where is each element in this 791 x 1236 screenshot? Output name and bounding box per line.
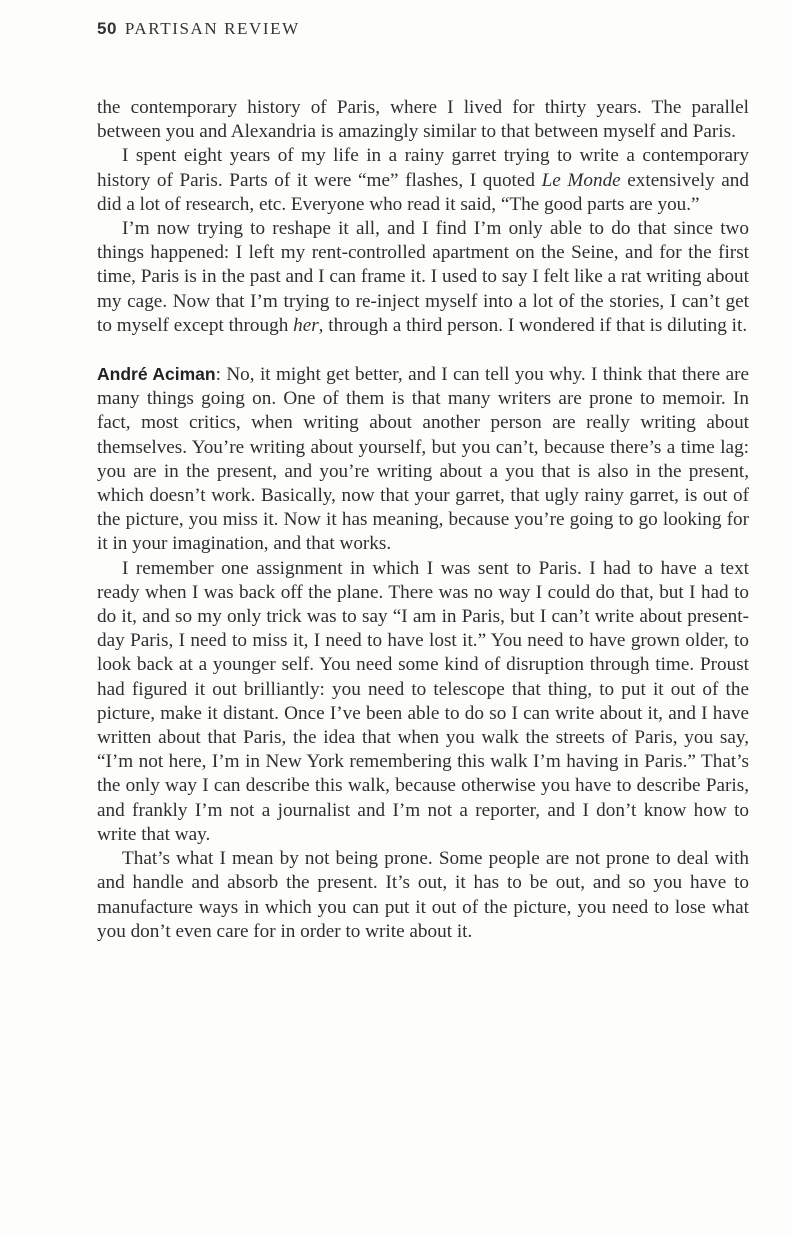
paragraph-4-text: : No, it might get better, and I can tell you why. I think that there are many things going on. One of them is that many writers are prone to memoir. In fact, most critics, when writing about another person are really writing about themselves. You’re writing about yourself, but you can’t, because there’s a time lag: you are in the present, and you’re writing about a you that is also in the present, which doesn’t work. Basically, now that your garret, that ugly rainy garret, is out of the picture, you miss it. Now it has meaning, because you’re going to go looking for it in your imagination, and that works. <box>97 364 749 555</box>
paragraph-3 <box>97 217 749 338</box>
paragraph-3-text-a: I’m now trying to reshape it all, and I find I’m only able to do that since two things happened: I left my rent-controlled apartment on the Seine, and for the first time, Paris is in the past and I can frame it. I used to say I felt like a rat writing about my cage. Now that I’m trying to re-inject myself into a lot of the stories, I can’t get to myself except through <box>97 218 749 336</box>
running-head <box>97 19 300 39</box>
paragraph-5-text: I remember one assignment in which I was sent to Paris. I had to have a text ready when I was back off the plane. There was no way I could do that, but I had to do it, and so my only trick was to say “I am in Paris, but I can’t write about present-day Paris, I need to miss it, I need to have lost it.” You need to have grown older, to look back at a younger self. You need some kind of disruption through time. Proust had figured it out brilliantly: you need to telescope that thing, to put it out of the picture, make it distant. Once I’ve been able to do so I can write about it, and I have written about that Paris, the idea that when you walk the streets of Paris, you say, “I’m not here, I’m in New York remembering this walk I’m having in Paris.” That’s the only way I can describe this walk, because otherwise you have to describe Paris, and frankly I’m not a journalist and I’m not a reporter, and I don’t know how to write that way. <box>97 557 749 845</box>
paragraph-2-text-b: extensively and did a lot of research, etc. Everyone who read it said, “The good parts are you.” <box>97 169 749 215</box>
paragraph-4 <box>97 362 749 557</box>
paragraph-1-text: the contemporary history of Paris, where I lived for thirty years. The parallel between you and Alexandria is amazingly similar to that between myself and Paris. <box>97 97 749 143</box>
paragraph-6 <box>97 847 749 944</box>
her-italic: her <box>293 314 319 336</box>
paragraph-2 <box>97 144 749 217</box>
paragraph-5 <box>97 557 749 847</box>
speaker-name: André Aciman <box>97 364 216 385</box>
paragraph-2-text-a: I spent eight years of my life in a rainy garret trying to write a contemporary history of Paris. Parts of it were “me” flashes, I quoted <box>97 145 749 191</box>
paragraph-1 <box>97 96 749 144</box>
page-number: 50 <box>97 19 117 38</box>
paragraph-3-text-b: , through a third person. I wondered if that is diluting it. <box>318 314 748 336</box>
journal-title: PARTISAN REVIEW <box>124 19 300 38</box>
body-text <box>97 96 749 944</box>
le-monde-title: Le Monde <box>541 169 621 191</box>
paragraph-6-text: That’s what I mean by not being prone. Some people are not prone to deal with and handle and absorb the present. It’s out, it has to be out, and so you have to manufacture ways in which you can put it out of the picture, you need to lose what you don’t even care for in order to write about it. <box>97 848 749 942</box>
